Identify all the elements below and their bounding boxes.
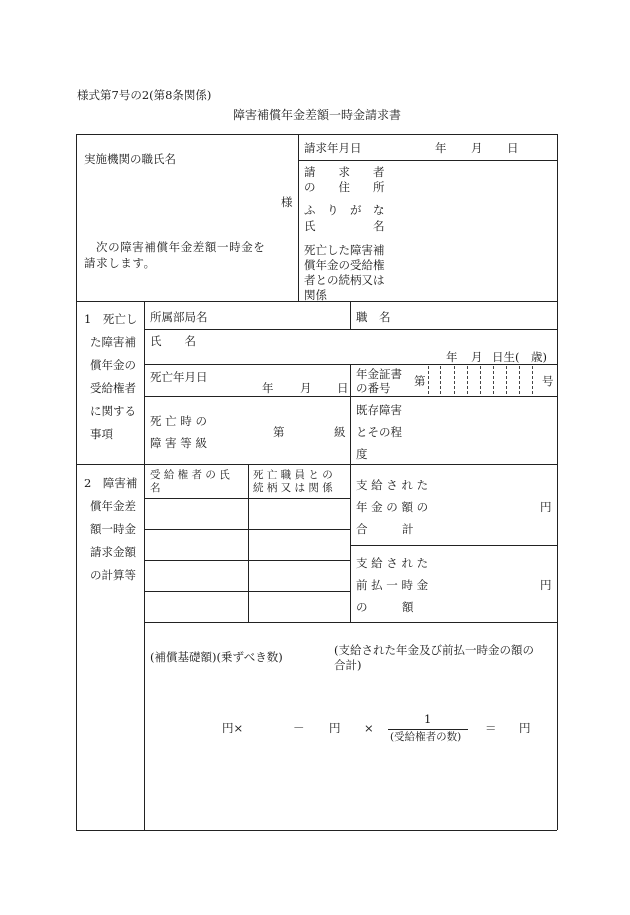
paid-sum-label-2: 合計) <box>334 658 362 672</box>
paid-pension-yen: 円 <box>540 500 552 514</box>
sama-label: 様 <box>281 195 293 209</box>
section2-label-5: の計算等 <box>90 568 136 582</box>
cert-box-line <box>506 366 507 394</box>
paid-lump-label-1: 支 給 さ れ た <box>356 556 429 570</box>
paid-pension-label-3: 合 計 <box>356 522 414 536</box>
formula-times: × <box>364 721 374 735</box>
death-year: 年 <box>262 381 274 395</box>
recipient-row-line <box>144 529 350 530</box>
relation-label-4: 関係 <box>304 288 327 302</box>
frame-top <box>76 134 557 135</box>
formula-equals: ＝ <box>485 721 497 735</box>
relation-header-2: 続 柄 又 は 関 係 <box>253 482 333 494</box>
frame-left <box>76 134 77 830</box>
section1-label-1: 1 死亡し <box>84 312 138 326</box>
section2-label-3: 額一時金 <box>90 522 136 536</box>
paid-pension-label-1: 支 給 さ れ た <box>356 478 429 492</box>
section2-label-4: 請求金額 <box>90 545 136 559</box>
paid-pension-label-2: 年 金 の 額 の <box>356 500 429 514</box>
cert-box-line <box>428 366 429 394</box>
amount-row-line <box>350 545 557 546</box>
dept-label: 所属部局名 <box>150 310 208 324</box>
name-label: 氏 名 <box>304 219 385 233</box>
cert-prefix: 第 <box>414 374 426 388</box>
cert-box-line <box>440 366 441 394</box>
formula-yen-times: 円× <box>222 721 244 735</box>
cert-box-line <box>532 366 533 394</box>
base-amount-label: (補償基礎額)(乗ずべき数) <box>150 650 283 664</box>
address-label-1: 請 求 者 <box>304 165 385 179</box>
grade-kyu: 級 <box>334 425 346 439</box>
cert-box-line <box>519 366 520 394</box>
dept-row-line <box>144 329 557 330</box>
address-label-2: の 住 所 <box>304 180 385 194</box>
section1-label-5: に関する <box>90 404 136 418</box>
section2-label-2: 償年金差 <box>90 499 136 513</box>
death-row-line <box>144 396 557 397</box>
date-row-line <box>298 160 557 161</box>
paid-lump-yen: 円 <box>540 578 552 592</box>
cert-box-line <box>454 366 455 394</box>
formula-minus: － <box>293 721 305 735</box>
birth-day: 日生( <box>492 350 520 364</box>
frame-bottom <box>76 830 557 831</box>
agency-label: 実施機関の職氏名 <box>84 152 176 166</box>
section1-label-4: 受給権者 <box>90 381 136 395</box>
date-month: 月 <box>471 141 483 155</box>
recipient-name-header-1: 受 給 権 者 の 氏 <box>150 469 230 481</box>
recipient-row-line <box>144 591 350 592</box>
grade-dai: 第 <box>273 425 285 439</box>
post-label: 職 名 <box>356 310 391 324</box>
request-text-2: 請求します。 <box>84 256 156 270</box>
cert-box-line <box>467 366 468 394</box>
death-date-label: 死亡年月日 <box>150 370 208 384</box>
grade-label-2: 障 害 等 級 <box>150 436 207 450</box>
recipient-table-divider <box>248 464 249 622</box>
section1-label-3: 償年金の <box>90 358 136 372</box>
recipient-row-line <box>144 498 350 499</box>
frame-right <box>557 134 558 830</box>
relation-label-2: 償年金の受給権 <box>304 258 385 272</box>
label-column-divider <box>144 301 145 830</box>
pension-cert-label-1: 年金証書 <box>356 367 402 381</box>
dept-post-divider <box>350 301 351 329</box>
fraction-bar <box>388 729 468 730</box>
existing-label-2: とその程 <box>356 425 402 439</box>
section1-label-2: た障害補 <box>90 335 136 349</box>
relation-header-1: 死 亡 職 員 と の <box>253 469 333 481</box>
form-title: 障害補償年金差額一時金請求書 <box>233 108 402 122</box>
date-year: 年 <box>435 141 447 155</box>
existing-label-1: 既存障害 <box>356 403 402 417</box>
cert-box-line <box>480 366 481 394</box>
formula-yen-2: 円 <box>519 721 531 735</box>
grade-label-1: 死 亡 時 の <box>150 414 207 428</box>
date-day: 日 <box>507 141 519 155</box>
formula-numerator: 1 <box>424 712 432 726</box>
cert-box-line <box>493 366 494 394</box>
death-day: 日 <box>337 381 349 395</box>
section2-top <box>76 464 557 465</box>
recipient-name-header-2: 名 <box>150 482 161 494</box>
relation-label-3: 者との続柄又は <box>304 273 385 287</box>
formula-yen-1: 円 <box>329 721 341 735</box>
relation-label-1: 死亡した障害補 <box>304 243 385 257</box>
formula-top <box>144 622 557 623</box>
existing-label-3: 度 <box>356 447 368 461</box>
formula-denominator: (受給権者の数) <box>390 731 462 743</box>
birth-month: 月 <box>471 350 483 364</box>
paid-lump-label-3: の 額 <box>356 600 414 614</box>
recipient-amount-divider <box>350 464 351 622</box>
death-cert-divider <box>350 364 351 464</box>
pension-cert-label-2: の番号 <box>356 381 391 395</box>
deceased-name-label: 氏 名 <box>150 334 196 348</box>
paid-sum-label-1: (支給された年金及び前払一時金の額の <box>334 643 534 657</box>
birth-year: 年 <box>446 350 458 364</box>
form-number: 様式第7号の2(第8条関係) <box>77 88 212 102</box>
death-month: 月 <box>300 381 312 395</box>
section1-label-6: 事項 <box>90 427 113 441</box>
request-text-1: 次の障害補償年金差額一時金を <box>96 240 266 254</box>
date-label: 請求年月日 <box>304 141 362 155</box>
paid-lump-label-2: 前 払 一 時 金 <box>356 578 429 592</box>
furigana-label: ふ り が な <box>304 203 385 217</box>
recipient-row-line <box>144 560 350 561</box>
section2-label-1: 2 障害補 <box>84 476 138 490</box>
age-label: 歳) <box>531 350 547 364</box>
cert-suffix: 号 <box>542 374 554 388</box>
